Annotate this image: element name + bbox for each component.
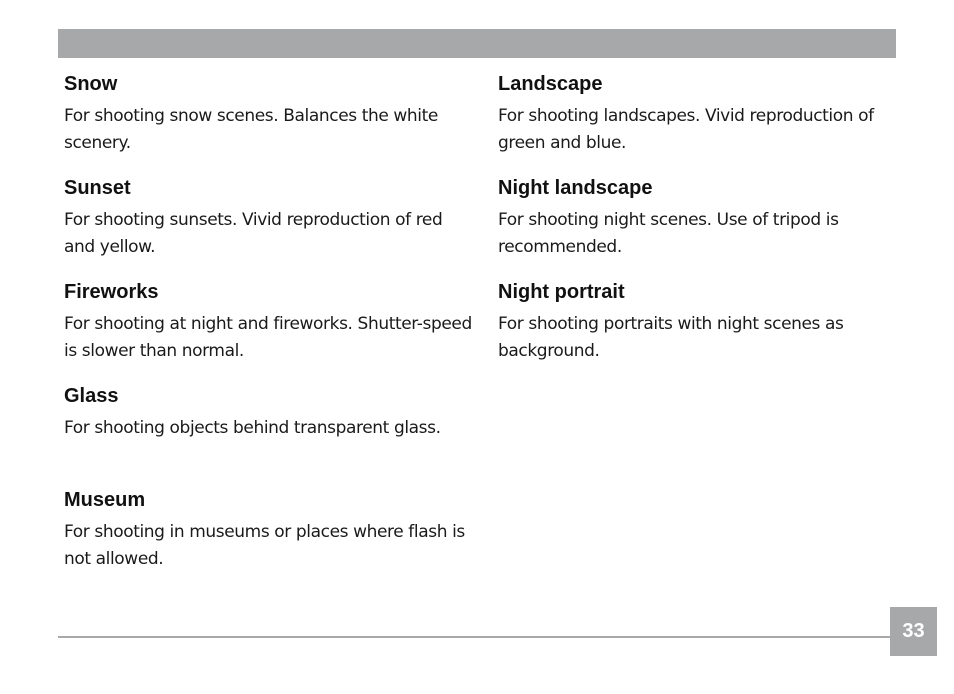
entry-title: Sunset [64,177,131,199]
entry-description: For shooting landscapes. Vivid reproduction of green and blue. [498,106,874,153]
header-bar [58,29,896,58]
mode-entry-sunset [64,175,474,279]
entry-description: For shooting snow scenes. Balances the white scenery. [64,106,438,153]
entry-description: For shooting night scenes. Use of tripod is recommended. [498,210,839,257]
entry-title: Glass [64,385,119,407]
mode-entry-fireworks [64,279,474,383]
entry-description: For shooting in museums or places where flash is not allowed. [64,522,465,569]
right-column [498,71,898,383]
mode-entry-museum [64,487,474,591]
entry-title: Night portrait [498,281,625,303]
entry-description: For shooting at night and fireworks. Shutter-speed is slower than normal. [64,314,472,361]
entry-description: For shooting portraits with night scenes as background. [498,314,844,361]
footer-divider [58,636,892,638]
entry-title: Night landscape [498,177,653,199]
mode-entry-snow [64,71,474,175]
page-number: 33 [902,620,925,642]
page-number-badge [890,607,937,656]
entry-title: Landscape [498,73,603,95]
entry-title: Snow [64,73,118,95]
entry-title: Museum [64,489,146,511]
mode-entry-glass [64,383,474,487]
mode-entry-landscape [498,71,898,175]
entry-description: For shooting sunsets. Vivid reproduction of red and yellow. [64,210,443,257]
entry-title: Fireworks [64,281,159,303]
entry-description: For shooting objects behind transparent glass. [64,418,441,438]
mode-entry-night-landscape [498,175,898,279]
left-column [64,71,474,591]
mode-entry-night-portrait [498,279,898,383]
